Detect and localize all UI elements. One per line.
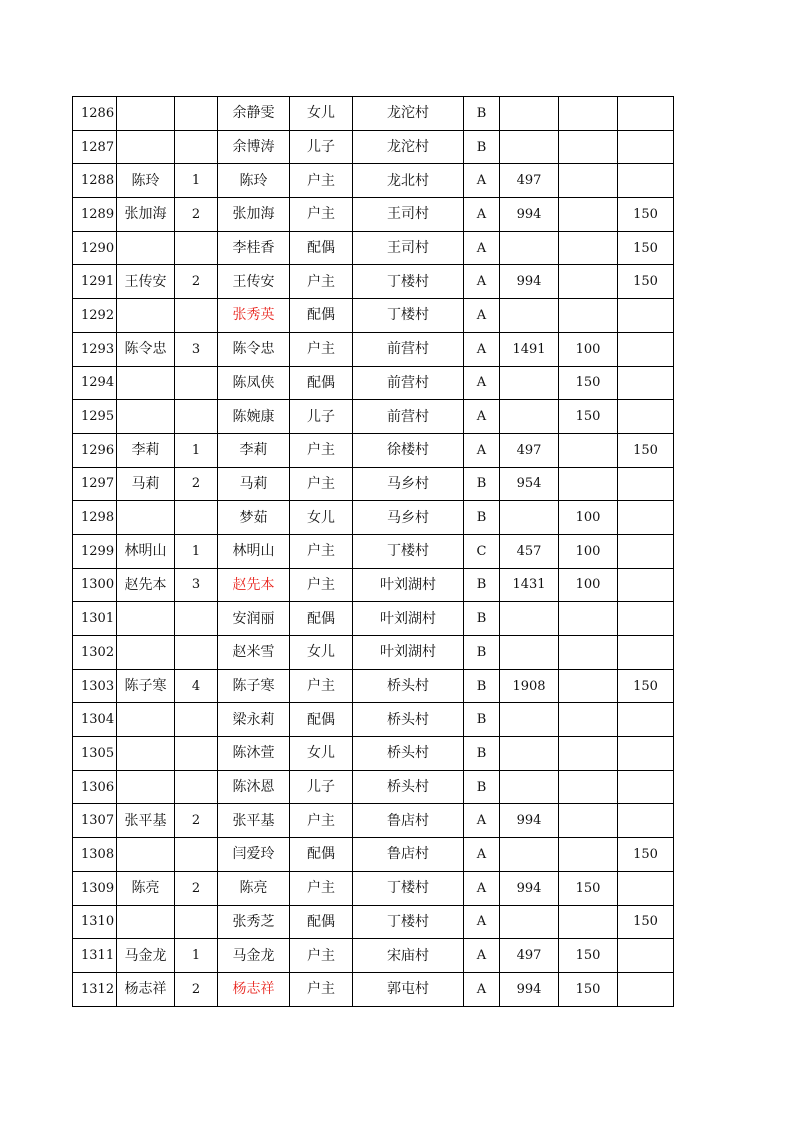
table-row — [73, 636, 674, 670]
grade-cell: B — [464, 467, 500, 501]
amount-b-cell: 100 — [559, 332, 618, 366]
row-number-cell: 1297 — [73, 467, 117, 501]
amount-b-cell — [559, 905, 618, 939]
member-count-cell: 1 — [175, 164, 218, 198]
member-count-cell — [175, 231, 218, 265]
row-number-cell: 1312 — [73, 972, 117, 1006]
table-row — [73, 871, 674, 905]
amount-a-cell: 994 — [500, 198, 559, 232]
amount-b-cell: 150 — [559, 400, 618, 434]
member-name-cell: 李桂香 — [218, 231, 290, 265]
amount-c-cell — [618, 939, 674, 973]
member-count-cell — [175, 501, 218, 535]
amount-b-cell — [559, 636, 618, 670]
table-row — [73, 838, 674, 872]
relation-cell: 配偶 — [290, 703, 353, 737]
row-number-cell: 1302 — [73, 636, 117, 670]
village-cell: 鲁店村 — [353, 838, 464, 872]
village-cell: 桥头村 — [353, 669, 464, 703]
village-cell: 丁楼村 — [353, 871, 464, 905]
grade-cell: A — [464, 198, 500, 232]
member-count-cell: 2 — [175, 871, 218, 905]
amount-c-cell: 150 — [618, 265, 674, 299]
relation-cell: 儿子 — [290, 400, 353, 434]
amount-b-cell — [559, 231, 618, 265]
amount-a-cell — [500, 366, 559, 400]
member-count-cell: 1 — [175, 939, 218, 973]
relation-cell: 配偶 — [290, 366, 353, 400]
householder-cell — [117, 770, 175, 804]
amount-b-cell: 100 — [559, 568, 618, 602]
householder-cell — [117, 737, 175, 771]
table-row — [73, 130, 674, 164]
village-cell: 前营村 — [353, 332, 464, 366]
table-row — [73, 905, 674, 939]
amount-b-cell: 100 — [559, 534, 618, 568]
grade-cell: A — [464, 299, 500, 333]
member-count-cell: 2 — [175, 804, 218, 838]
amount-b-cell — [559, 130, 618, 164]
householder-cell: 陈子寒 — [117, 669, 175, 703]
row-number-cell: 1307 — [73, 804, 117, 838]
member-name-cell: 梁永莉 — [218, 703, 290, 737]
row-number-cell: 1308 — [73, 838, 117, 872]
table-row — [73, 602, 674, 636]
amount-b-cell — [559, 265, 618, 299]
row-number-cell: 1289 — [73, 198, 117, 232]
row-number-cell: 1296 — [73, 433, 117, 467]
village-cell: 叶刘湖村 — [353, 602, 464, 636]
village-cell: 桥头村 — [353, 703, 464, 737]
amount-c-cell — [618, 737, 674, 771]
grade-cell: A — [464, 400, 500, 434]
member-name-cell: 陈沐萱 — [218, 737, 290, 771]
member-count-cell: 2 — [175, 198, 218, 232]
amount-c-cell: 150 — [618, 433, 674, 467]
relation-cell: 户主 — [290, 164, 353, 198]
member-name-cell: 余博涛 — [218, 130, 290, 164]
member-count-cell — [175, 838, 218, 872]
amount-b-cell — [559, 703, 618, 737]
village-cell: 马乡村 — [353, 467, 464, 501]
grade-cell: B — [464, 669, 500, 703]
householder-cell: 陈亮 — [117, 871, 175, 905]
relation-cell: 儿子 — [290, 770, 353, 804]
village-cell: 鲁店村 — [353, 804, 464, 838]
amount-b-cell: 150 — [559, 366, 618, 400]
amount-a-cell: 457 — [500, 534, 559, 568]
householder-cell: 陈令忠 — [117, 332, 175, 366]
row-number-cell: 1287 — [73, 130, 117, 164]
member-count-cell: 1 — [175, 433, 218, 467]
village-cell: 王司村 — [353, 198, 464, 232]
member-name-cell: 李莉 — [218, 433, 290, 467]
member-name-cell: 赵先本 — [218, 568, 290, 602]
member-name-cell: 陈令忠 — [218, 332, 290, 366]
table-row — [73, 534, 674, 568]
householder-cell — [117, 602, 175, 636]
village-cell: 前营村 — [353, 366, 464, 400]
row-number-cell: 1298 — [73, 501, 117, 535]
row-number-cell: 1294 — [73, 366, 117, 400]
relation-cell: 儿子 — [290, 130, 353, 164]
householder-cell — [117, 838, 175, 872]
householder-cell: 陈玲 — [117, 164, 175, 198]
row-number-cell: 1293 — [73, 332, 117, 366]
amount-a-cell — [500, 130, 559, 164]
amount-c-cell — [618, 636, 674, 670]
grade-cell: B — [464, 602, 500, 636]
relation-cell: 女儿 — [290, 97, 353, 131]
amount-a-cell — [500, 501, 559, 535]
row-number-cell: 1310 — [73, 905, 117, 939]
member-count-cell: 1 — [175, 534, 218, 568]
member-name-cell: 马金龙 — [218, 939, 290, 973]
grade-cell: B — [464, 770, 500, 804]
relation-cell: 户主 — [290, 568, 353, 602]
village-cell: 丁楼村 — [353, 905, 464, 939]
member-name-cell: 马莉 — [218, 467, 290, 501]
row-number-cell: 1295 — [73, 400, 117, 434]
grade-cell: B — [464, 501, 500, 535]
grade-cell: B — [464, 737, 500, 771]
row-number-cell: 1288 — [73, 164, 117, 198]
table-row — [73, 366, 674, 400]
grade-cell: B — [464, 568, 500, 602]
village-cell: 龙沱村 — [353, 130, 464, 164]
row-number-cell: 1311 — [73, 939, 117, 973]
relation-cell: 户主 — [290, 467, 353, 501]
village-cell: 徐楼村 — [353, 433, 464, 467]
amount-c-cell — [618, 164, 674, 198]
table-row — [73, 332, 674, 366]
village-cell: 前营村 — [353, 400, 464, 434]
row-number-cell: 1304 — [73, 703, 117, 737]
member-name-cell: 杨志祥 — [218, 972, 290, 1006]
amount-b-cell — [559, 602, 618, 636]
amount-b-cell — [559, 164, 618, 198]
amount-a-cell — [500, 97, 559, 131]
table-row — [73, 703, 674, 737]
member-name-cell: 张平基 — [218, 804, 290, 838]
table-row — [73, 433, 674, 467]
village-cell: 丁楼村 — [353, 299, 464, 333]
member-name-cell: 安润丽 — [218, 602, 290, 636]
amount-c-cell — [618, 804, 674, 838]
relation-cell: 配偶 — [290, 838, 353, 872]
amount-a-cell: 1491 — [500, 332, 559, 366]
member-count-cell — [175, 97, 218, 131]
amount-c-cell — [618, 97, 674, 131]
householder-cell: 李莉 — [117, 433, 175, 467]
village-cell: 桥头村 — [353, 737, 464, 771]
amount-a-cell — [500, 231, 559, 265]
amount-b-cell — [559, 770, 618, 804]
amount-a-cell — [500, 299, 559, 333]
relation-cell: 配偶 — [290, 231, 353, 265]
village-cell: 龙沱村 — [353, 97, 464, 131]
table-row — [73, 501, 674, 535]
table-row — [73, 467, 674, 501]
member-count-cell: 3 — [175, 568, 218, 602]
grade-cell: B — [464, 130, 500, 164]
row-number-cell: 1300 — [73, 568, 117, 602]
amount-c-cell: 150 — [618, 669, 674, 703]
amount-a-cell: 994 — [500, 265, 559, 299]
relation-cell: 户主 — [290, 198, 353, 232]
village-cell: 郭屯村 — [353, 972, 464, 1006]
amount-a-cell: 1431 — [500, 568, 559, 602]
member-name-cell: 陈亮 — [218, 871, 290, 905]
relation-cell: 配偶 — [290, 602, 353, 636]
amount-a-cell — [500, 602, 559, 636]
member-count-cell — [175, 130, 218, 164]
amount-c-cell — [618, 770, 674, 804]
amount-a-cell — [500, 770, 559, 804]
village-cell: 桥头村 — [353, 770, 464, 804]
member-count-cell — [175, 737, 218, 771]
row-number-cell: 1309 — [73, 871, 117, 905]
grade-cell: A — [464, 231, 500, 265]
householder-cell — [117, 501, 175, 535]
village-cell: 丁楼村 — [353, 534, 464, 568]
member-count-cell — [175, 299, 218, 333]
member-name-cell: 林明山 — [218, 534, 290, 568]
amount-c-cell — [618, 299, 674, 333]
householder-cell: 马莉 — [117, 467, 175, 501]
amount-c-cell: 150 — [618, 198, 674, 232]
amount-b-cell — [559, 838, 618, 872]
table-row — [73, 299, 674, 333]
householder-cell: 杨志祥 — [117, 972, 175, 1006]
row-number-cell: 1286 — [73, 97, 117, 131]
grade-cell: A — [464, 804, 500, 838]
amount-b-cell: 100 — [559, 501, 618, 535]
relation-cell: 户主 — [290, 433, 353, 467]
householder-cell — [117, 703, 175, 737]
member-name-cell: 张秀英 — [218, 299, 290, 333]
village-cell: 王司村 — [353, 231, 464, 265]
member-name-cell: 陈婉康 — [218, 400, 290, 434]
grade-cell: A — [464, 871, 500, 905]
householder-cell: 马金龙 — [117, 939, 175, 973]
table-row — [73, 198, 674, 232]
grade-cell: B — [464, 636, 500, 670]
amount-b-cell: 150 — [559, 871, 618, 905]
table-row — [73, 231, 674, 265]
member-name-cell: 陈凤侠 — [218, 366, 290, 400]
grade-cell: A — [464, 433, 500, 467]
householder-cell — [117, 130, 175, 164]
member-count-cell — [175, 366, 218, 400]
grade-cell: A — [464, 905, 500, 939]
village-cell: 龙北村 — [353, 164, 464, 198]
amount-c-cell: 150 — [618, 231, 674, 265]
relation-cell: 户主 — [290, 332, 353, 366]
amount-a-cell — [500, 737, 559, 771]
householder-cell — [117, 299, 175, 333]
table-row — [73, 265, 674, 299]
amount-c-cell — [618, 534, 674, 568]
grade-cell: C — [464, 534, 500, 568]
row-number-cell: 1303 — [73, 669, 117, 703]
amount-a-cell: 497 — [500, 433, 559, 467]
amount-c-cell: 150 — [618, 905, 674, 939]
relation-cell: 户主 — [290, 804, 353, 838]
amount-b-cell — [559, 737, 618, 771]
householder-cell — [117, 366, 175, 400]
amount-b-cell — [559, 669, 618, 703]
member-count-cell — [175, 636, 218, 670]
member-count-cell: 2 — [175, 467, 218, 501]
householder-cell — [117, 97, 175, 131]
table-row — [73, 804, 674, 838]
relation-cell: 户主 — [290, 939, 353, 973]
village-cell: 宋庙村 — [353, 939, 464, 973]
amount-a-cell — [500, 703, 559, 737]
amount-c-cell: 150 — [618, 838, 674, 872]
grade-cell: A — [464, 265, 500, 299]
householder-cell — [117, 400, 175, 434]
householder-cell — [117, 231, 175, 265]
amount-a-cell: 994 — [500, 972, 559, 1006]
grade-cell: A — [464, 366, 500, 400]
village-cell: 马乡村 — [353, 501, 464, 535]
grade-cell: B — [464, 97, 500, 131]
householder-cell: 张平基 — [117, 804, 175, 838]
member-count-cell — [175, 602, 218, 636]
householder-cell: 林明山 — [117, 534, 175, 568]
amount-b-cell — [559, 433, 618, 467]
member-count-cell: 4 — [175, 669, 218, 703]
amount-c-cell — [618, 602, 674, 636]
table-row — [73, 972, 674, 1006]
relation-cell: 配偶 — [290, 299, 353, 333]
amount-c-cell — [618, 467, 674, 501]
household-table — [72, 96, 674, 1007]
member-count-cell: 3 — [175, 332, 218, 366]
householder-cell: 赵先本 — [117, 568, 175, 602]
member-name-cell: 梦茹 — [218, 501, 290, 535]
member-name-cell: 赵米雪 — [218, 636, 290, 670]
amount-a-cell — [500, 636, 559, 670]
amount-c-cell — [618, 400, 674, 434]
row-number-cell: 1290 — [73, 231, 117, 265]
relation-cell: 户主 — [290, 972, 353, 1006]
relation-cell: 女儿 — [290, 636, 353, 670]
amount-b-cell: 150 — [559, 939, 618, 973]
relation-cell: 户主 — [290, 669, 353, 703]
member-name-cell: 王传安 — [218, 265, 290, 299]
row-number-cell: 1305 — [73, 737, 117, 771]
amount-c-cell — [618, 703, 674, 737]
grade-cell: B — [464, 703, 500, 737]
amount-c-cell — [618, 871, 674, 905]
householder-cell — [117, 636, 175, 670]
amount-a-cell — [500, 905, 559, 939]
amount-c-cell — [618, 332, 674, 366]
relation-cell: 户主 — [290, 265, 353, 299]
amount-a-cell: 497 — [500, 939, 559, 973]
grade-cell: A — [464, 164, 500, 198]
householder-cell — [117, 905, 175, 939]
amount-c-cell — [618, 366, 674, 400]
grade-cell: A — [464, 332, 500, 366]
amount-a-cell: 994 — [500, 871, 559, 905]
table-row — [73, 939, 674, 973]
amount-b-cell — [559, 97, 618, 131]
table-row — [73, 97, 674, 131]
member-count-cell — [175, 770, 218, 804]
householder-cell: 张加海 — [117, 198, 175, 232]
relation-cell: 女儿 — [290, 501, 353, 535]
table-body — [73, 97, 674, 1007]
relation-cell: 户主 — [290, 534, 353, 568]
amount-b-cell — [559, 198, 618, 232]
grade-cell: A — [464, 972, 500, 1006]
row-number-cell: 1291 — [73, 265, 117, 299]
amount-a-cell — [500, 838, 559, 872]
relation-cell: 户主 — [290, 871, 353, 905]
grade-cell: A — [464, 939, 500, 973]
table-row — [73, 400, 674, 434]
relation-cell: 配偶 — [290, 905, 353, 939]
amount-c-cell — [618, 972, 674, 1006]
member-count-cell — [175, 905, 218, 939]
grade-cell: A — [464, 838, 500, 872]
table-row — [73, 737, 674, 771]
amount-c-cell — [618, 501, 674, 535]
member-count-cell — [175, 400, 218, 434]
householder-cell: 王传安 — [117, 265, 175, 299]
member-name-cell: 闫爱玲 — [218, 838, 290, 872]
member-name-cell: 张加海 — [218, 198, 290, 232]
table-row — [73, 164, 674, 198]
village-cell: 丁楼村 — [353, 265, 464, 299]
member-name-cell: 张秀芝 — [218, 905, 290, 939]
amount-a-cell: 1908 — [500, 669, 559, 703]
row-number-cell: 1292 — [73, 299, 117, 333]
amount-b-cell — [559, 804, 618, 838]
table-row — [73, 770, 674, 804]
row-number-cell: 1306 — [73, 770, 117, 804]
member-name-cell: 陈沐恩 — [218, 770, 290, 804]
amount-c-cell — [618, 568, 674, 602]
amount-a-cell: 994 — [500, 804, 559, 838]
table-row — [73, 568, 674, 602]
village-cell: 叶刘湖村 — [353, 636, 464, 670]
village-cell: 叶刘湖村 — [353, 568, 464, 602]
member-name-cell: 陈子寒 — [218, 669, 290, 703]
relation-cell: 女儿 — [290, 737, 353, 771]
member-count-cell — [175, 703, 218, 737]
row-number-cell: 1301 — [73, 602, 117, 636]
amount-a-cell — [500, 400, 559, 434]
table-row — [73, 669, 674, 703]
member-count-cell: 2 — [175, 972, 218, 1006]
member-count-cell: 2 — [175, 265, 218, 299]
member-name-cell: 余静雯 — [218, 97, 290, 131]
amount-c-cell — [618, 130, 674, 164]
amount-b-cell: 150 — [559, 972, 618, 1006]
amount-b-cell — [559, 467, 618, 501]
amount-a-cell: 497 — [500, 164, 559, 198]
row-number-cell: 1299 — [73, 534, 117, 568]
member-name-cell: 陈玲 — [218, 164, 290, 198]
amount-a-cell: 954 — [500, 467, 559, 501]
amount-b-cell — [559, 299, 618, 333]
